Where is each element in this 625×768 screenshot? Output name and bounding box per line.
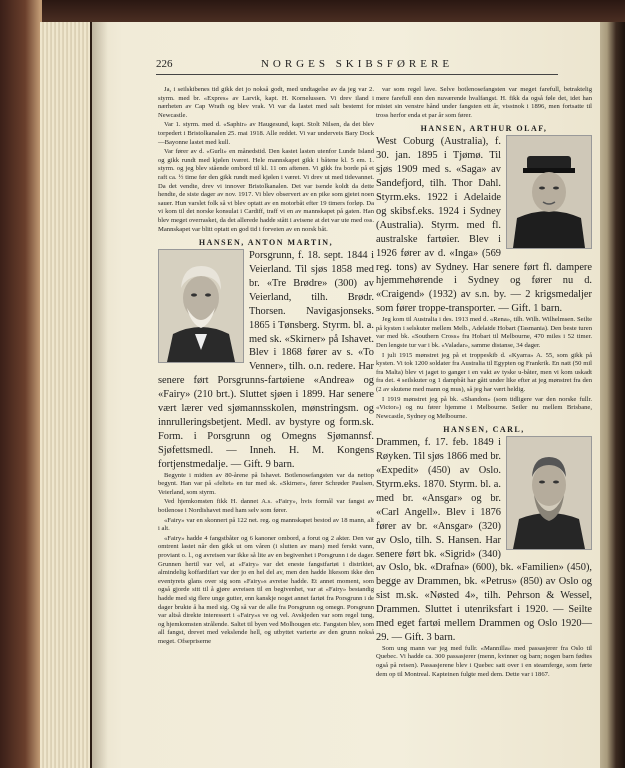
paragraph: «Fairy» hadde 4 fangstbåter og 6 kanoner ombord, a forut og 2 akter. Den var omtrent lastet når den gikk ut om våren (i slutten av mars) med ferskt vann, proviant o. l., og avreisen var ikke så lite av en begivenhet i Porsgrunn i de dager. Grunnen hertil var vel, at «Fairy» var det eneste fangstfartøi i distriktet, almindelig koffardifart var der jo en hel del av, men den hadde likesom ikke den eventyrets glans over sig som «Fairy»s avreise hadde. Et annet moment, som også gjorde sitt til å gjøre avreisen til en begivenhet, var at «Fairy» bestandig hadde med sig flere unge gutter, enn kanskje noget annet fartøi fra Porsgrunn i de dager brukte å ha med sig. Og så var de alle fra Porsgrunn og omegn. Porsgrunn var altså direkte interessert i «Fairy»s ve og vel. Avskjeden var som regel tung, og hjemkomsten strålende. Saltet til byen ved Molhougen etc. Fangsten blev, som all fangst, drevet med vekslende hell, og utbyttet varierte av den grunn nokså meget. Ofsepriserne — [158, 534, 374, 645]
page-gutter-shadow — [92, 22, 108, 768]
portrait-arthur-olaf-hansen — [506, 135, 592, 249]
paragraph: Som ung mann var jeg med fullr. «Mannilla» med passasjerer fra Oslo til Quebec. Vi hadde ca. 300 passasjerer (menn, kvinner og barn; nogen barn fødtes også på reisen). Passasjerene blev i Quebec satt over i en steamferge, som førte dem op til Montreal. Kapteinen fulgte med dem. Dette var i 1867. — [376, 644, 592, 678]
header-rule — [156, 74, 558, 75]
paragraph: var som regel lave. Selve botlenosefangsten var meget farefull, betraktelig mere farefull enn den nuværende hvalfangst. H. fikk da også føle det, idet han mistet sin venstre hånd under fangsten ett år, visstnok i 1896, men fortsatte til tross herfor enda et par år som fører. — [376, 86, 592, 119]
portrait-anton-martin-hansen — [158, 249, 244, 363]
entry-bio-carl: Drammen, f. 17. feb. 1849 i Røyken. Til sjøs 1866 med br. «Expedit» (450) av Oslo. Styrm.eks. 1870. Styrm. bl. a. med br. «Ansgar» og br. «Carl Angell». Blev i 1876 fører av br. «Ansgar» (320) av Oslo, tilh. S. Hansen. Har senere ført bk. «Sigrid» (340) av Oslo, bk. «Drafna» (600), bk. «Familien» (450), begge av Drammen, bk. «Petrus» (850) av Oslo og sist m.sk. «Nøsted 4», tilh. Pehrson & Wessel, Drammen. Sluttet i utenriksfart i 1920. — Seilte med eget fartøi mellem Drammen og Oslo 1920—29. — Gift. 3 barn. — [376, 437, 592, 643]
running-title: NORGES SKIBSFØRERE — [260, 58, 454, 70]
book-cover-top — [0, 0, 625, 22]
entry-bio-anton-martin: Porsgrunn, f. 18. sept. 1844 i Veierland. Til sjøs 1858 med br. «Tre Brødre» (300) av Veierland, tilh. Brødr. Thorsen. Navigasjonseks. 1865 i Tønsberg. Styrm. bl. a. med sk. «Skirner» på Ishavet. Blev i 1868 fører av s. «To Venner», tilh. o.n. redere. Har senere ført Porsgrunns-fartøiene «Andrea» og «Fairy» (210 brt.). Sluttet sjøen i 1899. Har senere vært lærer ved sjømannsskolen, mønstringsm. og innrulleringsbetjent. Medl. av bystyre og form.sk. Form. i Porsgrunn og Omegns Sjømannsf. Sjøfettsmedl. — Inneh. H. M. Kongens fortjenstmedalje. — Gift. 9 barn. — [158, 250, 374, 470]
paragraph: Ja, i seilskibenes tid gikk det jo nokså godt, med undtagelse av da jeg var 2. styrm. med br. «Expres» av Larvik, kapt. H. Kornelussen. Vi drev iland i nærheten av Cap Wrath og blev vrak. Vi var da lastet med salt bestemt for Newcastle. — [158, 86, 374, 119]
paragraph: Ved hjemkomsten fikk H. dannet A.s. «Fairy», hvis formål var fangst av botlenose i Nordishavet med ham selv som fører. — [158, 498, 374, 514]
entry-name-arthur-olaf: HANSEN, ARTHUR OLAF, — [420, 124, 548, 134]
page-header — [156, 58, 558, 74]
paragraph: I juli 1915 mønstret jeg på et troppeskib d. «Kyarra» A. 55, som gikk på kysten. Vi tok 1200 soldater fra Australia til Egypten og Frankrik. En natt (50 mil fra Malta) blev vi jaget to ganger i en vakt av tyske u-båter, men vi kom uskadt fra det. 4 seilskuter og 1 dampbåt har gått under like efter at jeg mønstret fra den (2 av skutene med mann og mus), så jeg har vært heldig. — [376, 351, 592, 393]
entry-bio-arthur-olaf: West Coburg (Australia), f. 30. jan. 1895 i Tjømø. Til sjøs 1909 med s. «Saga» av Sandefjord, tilh. Thor Dahl. Styrm.eks. 1922 i Adelaide og skibsf.eks. 1924 i Sydney (Australia). Styrm. med fl. australske fartøier. Blev i 1926 fører av d. «Inga» (569 reg. tons) av Sydney. Har senere ført fl. dampere hjemmehørende i Sydney og fører nu d. «Craigend» (1932) av s.n. by. — 2 krigsmedaljer som fører troppe-transporter. — Gift. 1 barn. — [376, 136, 592, 315]
paragraph: I 1919 mønstret jeg på bk. «Shandon» (som tidligere var den norske fullr. «Victor») og nu fører hjemme i Melbourne. Seiler nu mellem Brisbane, Newcastle, Sydney og Melbourne. — [376, 395, 592, 420]
entry-name-anton-martin: HANSEN, ANTON MARTIN, — [198, 238, 334, 248]
left-column — [158, 86, 374, 647]
paragraph: Var fører av d. «Gurli» en månedstid. Den kastet lasten utenfor Lunde Island og gikk rundt med kjølen iværet. Hele mannskapet gikk i båtene kl. 5 em. 1. styrm. og jeg blev stående ombord til kl. 11 om aftenen. Vi gikk fra borde på et raft ca. ½ time før den gikk rundt med kjølen i været. Vi drev ut med tidevannet. Da det vendte, drev vi innover Bristolkanalen. Det var isende koldt da dette hendte, de siste dager av nov. 1917. Vi blev observert av en pike som gjetet noen sauer. Hun varslet folk så vi blev optatt av en motorbåt efter 19 timers forløp. Da vi kom til det norske konsulat i Cardiff, traff vi en av mannskapet på gaten. Han blev meget overrasket, da det allerede hadde stått i avisene at det var ute med oss. Mannskapet var blitt optatt en god tid i forveien av en norsk båt. — [158, 148, 374, 233]
portrait-carl-hansen — [506, 436, 592, 550]
page-edges-left — [40, 22, 90, 768]
paragraph: «Fairy» var en skonnert på 122 net. reg. og mannskapet bestod av 18 mann, alt i alt. — [158, 516, 374, 533]
paragraph: Var 1. styrm. med d. «Saphir» av Haugesund, kapt. Stolt Nilsen, da det blev torpedert i Bristolkanalen 25. mai 1918. Alle reddet. Vi var underveis Bary Dock—Bayonne lastet med kull. — [158, 121, 374, 146]
paragraph: Begynte i midten av 80-årene på Ishavet. Botlenosefangsten var da nettop begynt. Han var på «feltet» en tur med sk. «Skirner», fører Schrøder Paulsen, Veierland, som styrm. — [158, 471, 374, 496]
book-page — [92, 22, 600, 768]
entry-name-carl: HANSEN, CARL, — [443, 425, 525, 435]
paragraph: Jeg kom til Australia i des. 1913 med d. «Rena», tilh. Wilh. Wilhelmsen. Seilte på kysten i selskuter mellem Melb., Adelaide Hobart (Tasmania). Den beste turen var med bk. «Southern Cross» fra Hobart til Melbourne, 470 miles i 52 timer. Den lengste tur var i bk. «Valadar», samme distanse, 34 dager. — [376, 316, 592, 349]
page-number: 226 — [156, 58, 173, 70]
right-column — [376, 86, 592, 680]
book-spine — [0, 0, 42, 768]
